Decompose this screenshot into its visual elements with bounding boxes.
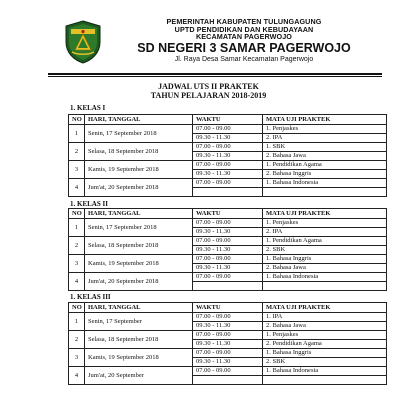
header-subject: MATA UJI PRAKTEK <box>263 209 387 219</box>
row-day-date: Jum'at, 20 September 2018 <box>85 273 193 291</box>
header-time: WAKTU <box>193 115 263 125</box>
title-line-2: TAHUN PELAJARAN 2018-2019 <box>150 91 267 101</box>
row-subject: 1. IPA <box>263 313 387 322</box>
gov-line: PEMERINTAH KABUPATEN TULUNGAGUNG <box>166 17 322 26</box>
regency-crest-icon <box>62 20 104 64</box>
row-time: 09.30 - 11.30 <box>193 322 263 331</box>
row-day-date: Senin, 17 September <box>85 313 193 331</box>
row-subject: 1. Penjaskes <box>263 219 387 228</box>
row-day-date: Kamis, 19 September 2018 <box>85 349 193 367</box>
header-no: NO <box>69 303 85 313</box>
schedule-table-kelas-2 <box>68 208 387 291</box>
schedule-table-kelas-1 <box>68 114 387 197</box>
row-subject: 2. Pendidikan Agama <box>263 340 387 349</box>
row-time: 09.30 - 11.30 <box>193 170 263 179</box>
row-subject: 2. Bahasa Jawa <box>263 264 387 273</box>
row-number: 2 <box>69 331 85 349</box>
row-time: 07.00 - 09.00 <box>193 273 263 282</box>
table-row <box>69 161 387 170</box>
row-time: 07.00 - 09.00 <box>193 255 263 264</box>
row-day-date: Selasa, 18 September 2018 <box>85 237 193 255</box>
table-row <box>69 331 387 340</box>
row-time: 09.30 - 11.30 <box>193 264 263 273</box>
row-subject: 2. Bahasa Jawa <box>263 322 387 331</box>
row-time: 07.00 - 09.00 <box>193 313 263 322</box>
row-time: 07.00 - 09.00 <box>193 367 263 376</box>
row-subject: 2. IPA <box>263 134 387 143</box>
row-subject: 2. IPA <box>263 228 387 237</box>
row-time <box>193 376 263 385</box>
row-time: 09.30 - 11.30 <box>193 228 263 237</box>
row-subject: 2. SBK <box>263 246 387 255</box>
row-subject: 2. Bahasa Inggris <box>263 170 387 179</box>
document-title <box>0 82 417 100</box>
row-time: 07.00 - 09.00 <box>193 179 263 188</box>
header-day: HARI, TANGGAL <box>85 115 193 125</box>
row-time: 09.30 - 11.30 <box>193 358 263 367</box>
row-subject: 1. Bahasa Indonesia <box>263 273 387 282</box>
row-time: 07.00 - 09.00 <box>193 237 263 246</box>
letterhead-text <box>112 18 376 63</box>
row-number: 1 <box>69 125 85 143</box>
row-subject: 1. Pendidikan Agama <box>263 161 387 170</box>
row-day-date: Selasa, 18 September 2018 <box>85 331 193 349</box>
row-subject: 2. SBK <box>263 358 387 367</box>
row-subject: 1. Pendidikan Agama <box>263 237 387 246</box>
table-header-row <box>69 209 387 219</box>
section-label-kelas-2: 1. KELAS II <box>70 200 108 208</box>
school-name: SD NEGERI 3 SAMAR PAGERWOJO <box>137 40 351 55</box>
table-row <box>69 237 387 246</box>
row-day-date: Selasa, 18 September 2018 <box>85 143 193 161</box>
title-line-1: JADWAL UTS II PRAKTEK <box>158 82 259 91</box>
row-day-date: Kamis, 19 September 2018 <box>85 255 193 273</box>
row-number: 2 <box>69 237 85 255</box>
row-subject: 1. Bahasa Inggris <box>263 349 387 358</box>
header-no: NO <box>69 209 85 219</box>
row-day-date: Senin, 17 September 2018 <box>85 219 193 237</box>
row-subject: 2. Bahasa Jawa <box>263 152 387 161</box>
row-time <box>193 282 263 291</box>
section-label-kelas-3: 1. KELAS III <box>70 293 111 301</box>
row-number: 2 <box>69 143 85 161</box>
row-subject <box>263 376 387 385</box>
row-time: 07.00 - 09.00 <box>193 161 263 170</box>
district-line: KECAMATAN PAGERWOJO <box>195 32 292 42</box>
table-row <box>69 143 387 152</box>
table-row <box>69 179 387 188</box>
header-day: HARI, TANGGAL <box>85 303 193 313</box>
row-time: 07.00 - 09.00 <box>193 143 263 152</box>
table-row <box>69 219 387 228</box>
row-day-date: Jum'at, 20 September 2018 <box>85 179 193 197</box>
row-subject: 1. SBK <box>263 143 387 152</box>
row-subject: 1. Penjaskes <box>263 331 387 340</box>
row-time: 09.30 - 11.30 <box>193 134 263 143</box>
row-number: 4 <box>69 179 85 197</box>
header-time: WAKTU <box>193 209 263 219</box>
office-line: UPTD PENDIDIKAN DAN KEBUDAYAAN <box>174 24 314 34</box>
table-row <box>69 273 387 282</box>
row-day-date: Senin, 17 September 2018 <box>85 125 193 143</box>
table-header-row <box>69 115 387 125</box>
row-time: 09.30 - 11.30 <box>193 246 263 255</box>
row-subject: 1. Bahasa Inggris <box>263 255 387 264</box>
row-time <box>193 188 263 197</box>
row-number: 1 <box>69 313 85 331</box>
row-time: 09.30 - 11.30 <box>193 340 263 349</box>
table-row <box>69 313 387 322</box>
letterhead-divider-thin <box>48 76 382 77</box>
row-number: 3 <box>69 161 85 179</box>
row-subject: 1. Bahasa Indonesia <box>263 367 387 376</box>
header-subject: MATA UJI PRAKTEK <box>263 303 387 313</box>
row-time: 07.00 - 09.00 <box>193 125 263 134</box>
letterhead-divider <box>48 73 382 75</box>
row-number: 4 <box>69 273 85 291</box>
header-no: NO <box>69 115 85 125</box>
schedule-table-kelas-3 <box>68 302 387 385</box>
header-subject: MATA UJI PRAKTEK <box>263 115 387 125</box>
table-row <box>69 125 387 134</box>
school-address: Jl. Raya Desa Samar Kecamatan Pagerwojo <box>174 55 314 63</box>
table-row <box>69 349 387 358</box>
row-subject <box>263 282 387 291</box>
row-time: 07.00 - 09.00 <box>193 219 263 228</box>
row-subject: 1. Bahasa Indonesia <box>263 179 387 188</box>
row-subject: 1. Penjaskes <box>263 125 387 134</box>
section-label-kelas-1: 1. KELAS I <box>70 104 106 112</box>
row-day-date: Kamis, 19 September 2018 <box>85 161 193 179</box>
letterhead <box>48 18 376 73</box>
table-header-row <box>69 303 387 313</box>
row-time: 07.00 - 09.00 <box>193 331 263 340</box>
row-day-date: Jum'at, 20 September <box>85 367 193 385</box>
row-time: 07.00 - 09.00 <box>193 349 263 358</box>
table-row <box>69 255 387 264</box>
header-time: WAKTU <box>193 303 263 313</box>
row-number: 1 <box>69 219 85 237</box>
header-day: HARI, TANGGAL <box>85 209 193 219</box>
row-time: 09.30 - 11.30 <box>193 152 263 161</box>
row-number: 3 <box>69 255 85 273</box>
row-subject <box>263 188 387 197</box>
row-number: 3 <box>69 349 85 367</box>
row-number: 4 <box>69 367 85 385</box>
table-row <box>69 367 387 376</box>
